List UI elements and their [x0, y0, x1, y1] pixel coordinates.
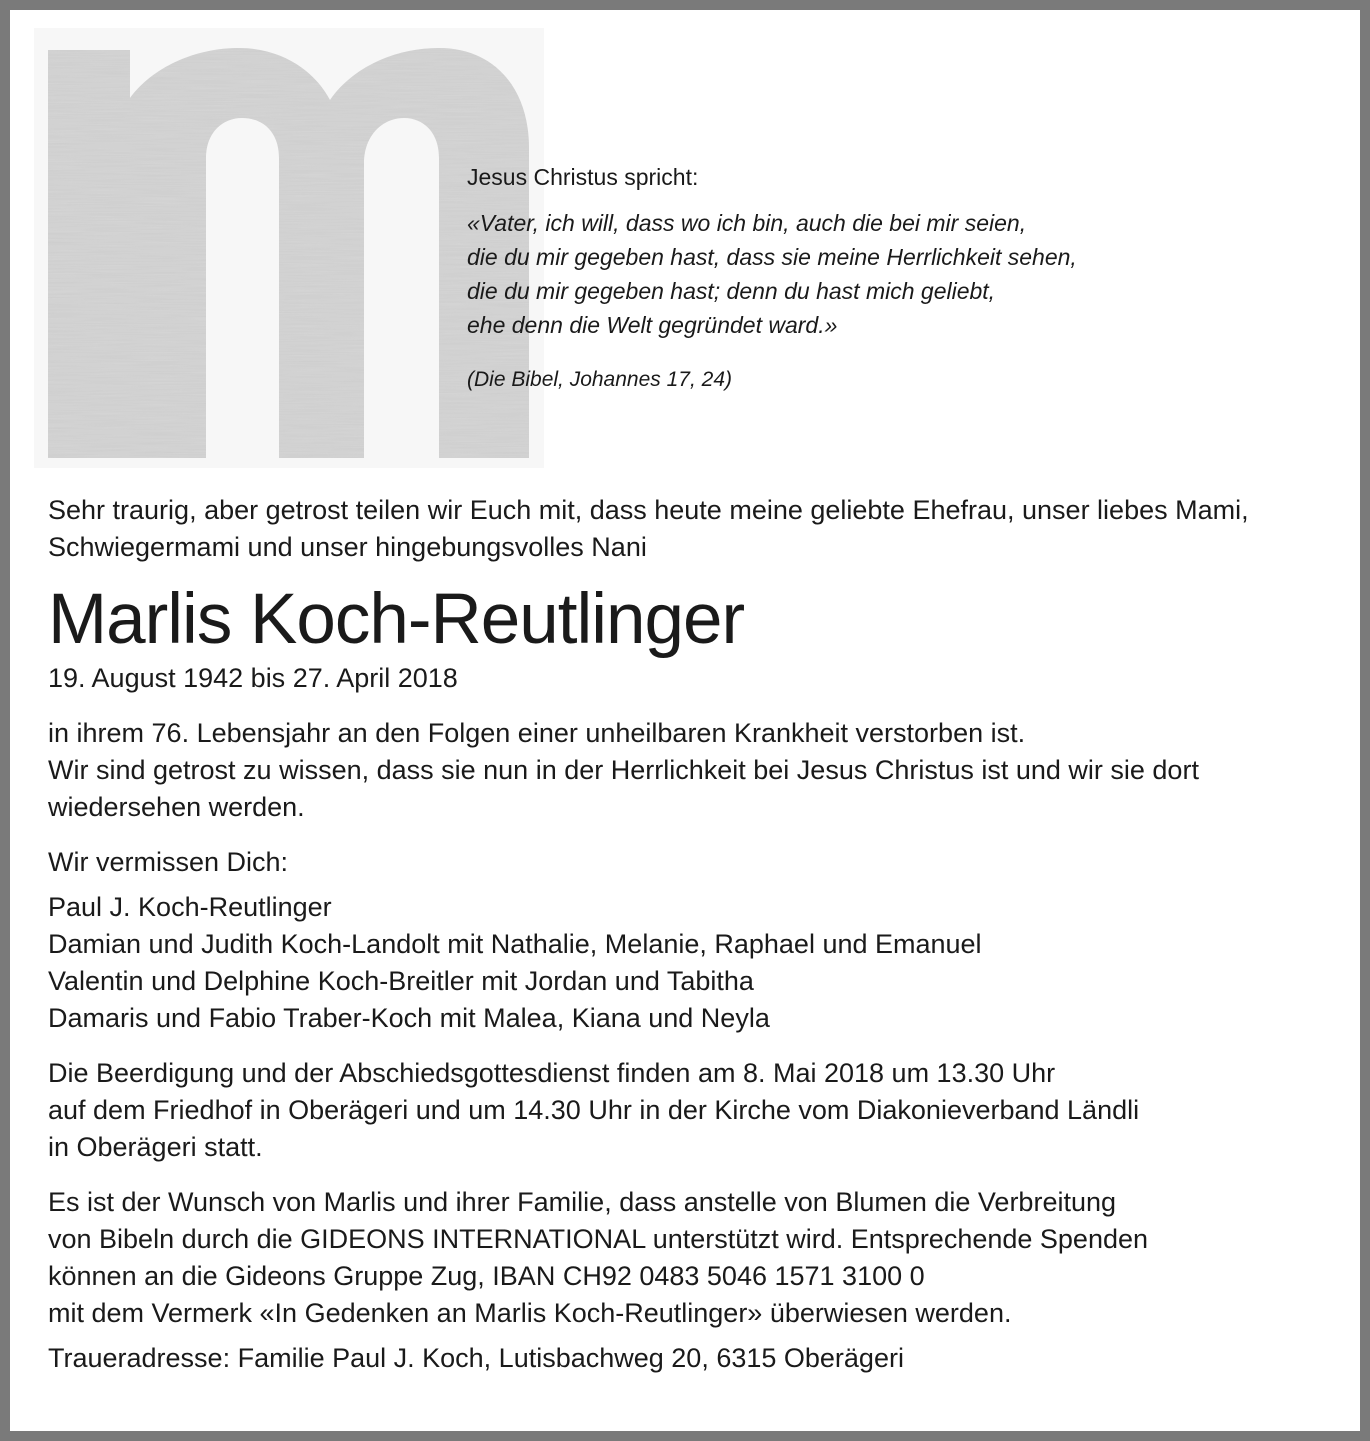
- funeral-line: in Oberägeri statt.: [48, 1132, 263, 1162]
- verse-quote: [467, 206, 1077, 342]
- donation-line: können an die Gideons Gruppe Zug, IBAN CH92 0483 5046 1571 3100 0: [48, 1261, 925, 1291]
- announcement: [48, 492, 1348, 566]
- mourner-name: Paul J. Koch-Reutlinger: [48, 892, 332, 922]
- announcement-line: Schwiegermami und unser hingebungsvolles Nani: [48, 532, 647, 562]
- passing-paragraph: [48, 715, 1348, 826]
- donation-line: Es ist der Wunsch von Marlis und ihrer Familie, dass anstelle von Blumen die Verbreitung: [48, 1187, 1117, 1217]
- verse-quote-line: ehe denn die Welt gegründet ward.»: [467, 312, 838, 338]
- verse-quote-line: die du mir gegeben hast; denn du hast mich geliebt,: [467, 278, 996, 304]
- mourner-name: Damaris und Fabio Traber-Koch mit Malea, Kiana und Neyla: [48, 1003, 770, 1033]
- donation-line: von Bibeln durch die GIDEONS INTERNATIONAL unterstützt wird. Entsprechende Spenden: [48, 1224, 1149, 1254]
- verse-source: (Die Bibel, Johannes 17, 24): [467, 368, 732, 391]
- obituary-page: [10, 10, 1360, 1431]
- obituary-body: [48, 492, 1348, 1377]
- mourner-name: Valentin und Delphine Koch-Breitler mit Jordan und Tabitha: [48, 966, 754, 996]
- funeral-paragraph: [48, 1055, 1348, 1166]
- mourning-address: Traueradresse: Familie Paul J. Koch, Lutisbachweg 20, 6315 Oberägeri: [48, 1343, 904, 1373]
- mourner-name: Damian und Judith Koch-Landolt mit Nathalie, Melanie, Raphael und Emanuel: [48, 929, 982, 959]
- announcement-line: Sehr traurig, aber getrost teilen wir Euch mit, dass heute meine geliebte Ehefrau, unser liebes Mami,: [48, 495, 1249, 525]
- mourners-list: [48, 889, 1348, 1037]
- life-dates: 19. August 1942 bis 27. April 2018: [48, 663, 458, 693]
- verse-quote-line: «Vater, ich will, dass wo ich bin, auch die bei mir seien,: [467, 210, 1027, 236]
- passing-line: wiedersehen werden.: [48, 792, 305, 822]
- bible-verse: [467, 160, 1077, 418]
- donation-line: mit dem Vermerk «In Gedenken an Marlis Koch-Reutlinger» überwiesen werden.: [48, 1298, 1012, 1328]
- funeral-line: auf dem Friedhof in Oberägeri und um 14.30 Uhr in der Kirche vom Diakonieverband Ländli: [48, 1095, 1140, 1125]
- funeral-line: Die Beerdigung und der Abschiedsgottesdienst finden am 8. Mai 2018 um 13.30 Uhr: [48, 1058, 1056, 1088]
- verse-intro: Jesus Christus spricht:: [467, 164, 699, 190]
- mourners-heading: Wir vermissen Dich:: [48, 847, 289, 877]
- donation-paragraph: [48, 1184, 1348, 1332]
- deceased-name: Marlis Koch-Reutlinger: [48, 580, 745, 659]
- verse-quote-line: die du mir gegeben hast, dass sie meine Herrlichkeit sehen,: [467, 244, 1077, 270]
- passing-line: Wir sind getrost zu wissen, dass sie nun in der Herrlichkeit bei Jesus Christus ist und wir sie dort: [48, 755, 1199, 785]
- passing-line: in ihrem 76. Lebensjahr an den Folgen einer unheilbaren Krankheit verstorben ist.: [48, 718, 1026, 748]
